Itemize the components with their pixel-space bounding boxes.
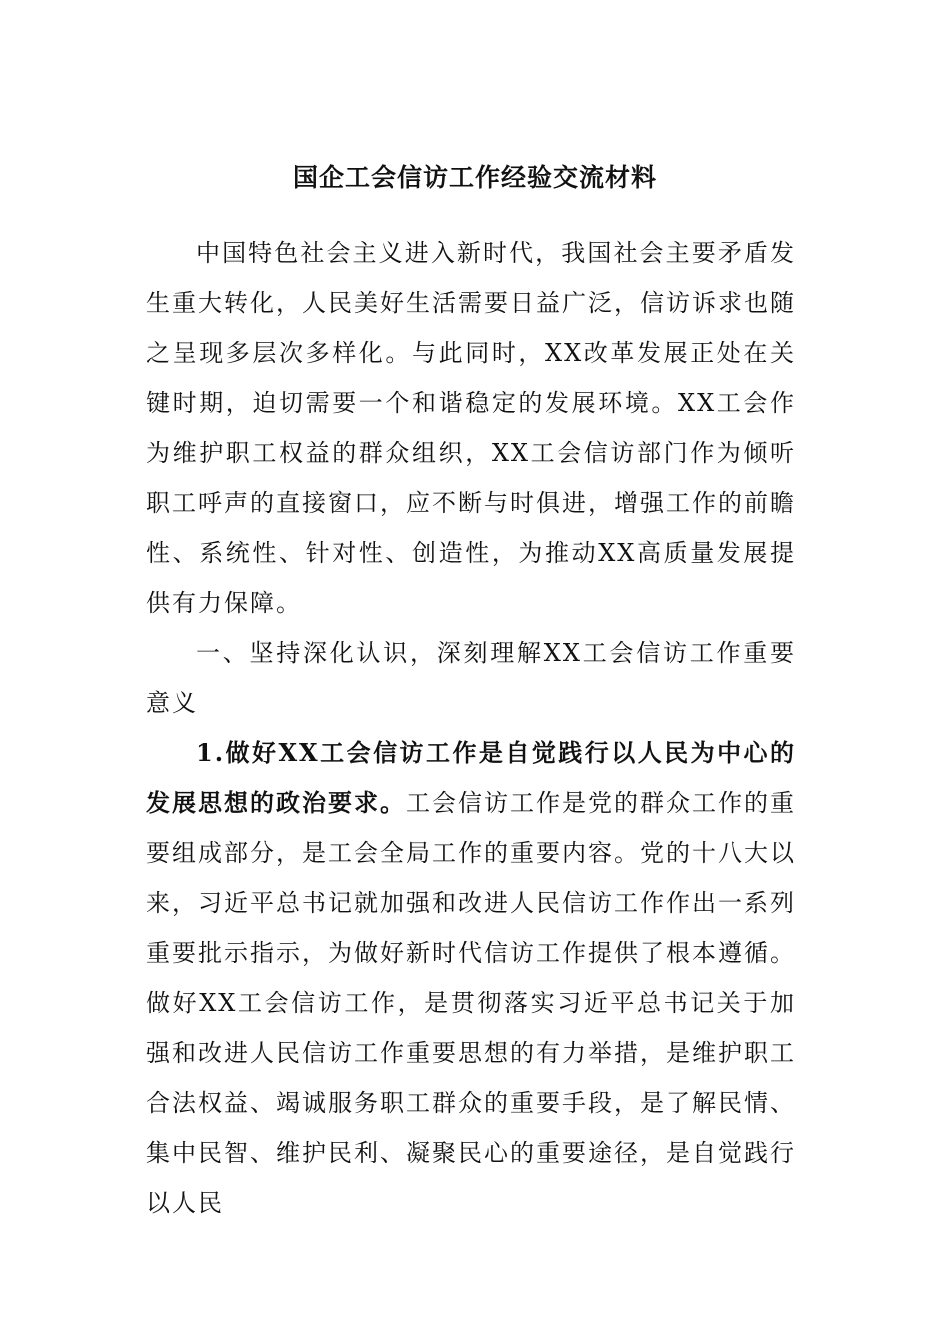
section-heading: 一、坚持深化认识，深刻理解XX工会信访工作重要意义 [146, 639, 796, 717]
point-body-text: 工会信访工作是党的群众工作的重要组成部分，是工会全局工作的重要内容。党的十八大以来，习近平总书记就加强和改进人民信访工作作出一系列重要批示指示，为做好新时代信访工作提供了根本遵循。做好XX工会信访工作，是贯彻落实习近平总书记关于加强和改进人民信访工作重要思想的有力举措，是维护职工合法权益、竭诚服务职工群众的重要手段，是了解民情、集中民智、维护民利、凝聚民心的重要途径，是自觉践行以人民 [146, 789, 796, 1217]
document-title: 国企工会信访工作经验交流材料 [292, 163, 657, 192]
document-body [146, 228, 796, 1228]
intro-paragraph: 中国特色社会主义进入新时代，我国社会主要矛盾发生重大转化，人民美好生活需要日益广泛，信访诉求也随之呈现多层次多样化。与此同时，XX改革发展正处在关键时期，迫切需要一个和谐稳定的发展环境。XX工会作为维护职工权益的群众组织，XX工会信访部门作为倾听职工呼声的直接窗口，应不断与时俱进，增强工作的前瞻性、系统性、针对性、创造性，为推动XX高质量发展提供有力保障。 [146, 239, 796, 617]
point-lead-text: 1.做好XX工会信访工作是自觉践行以人民为中心的发展思想的政治要求。 [146, 738, 796, 817]
point-paragraph [146, 728, 796, 1228]
